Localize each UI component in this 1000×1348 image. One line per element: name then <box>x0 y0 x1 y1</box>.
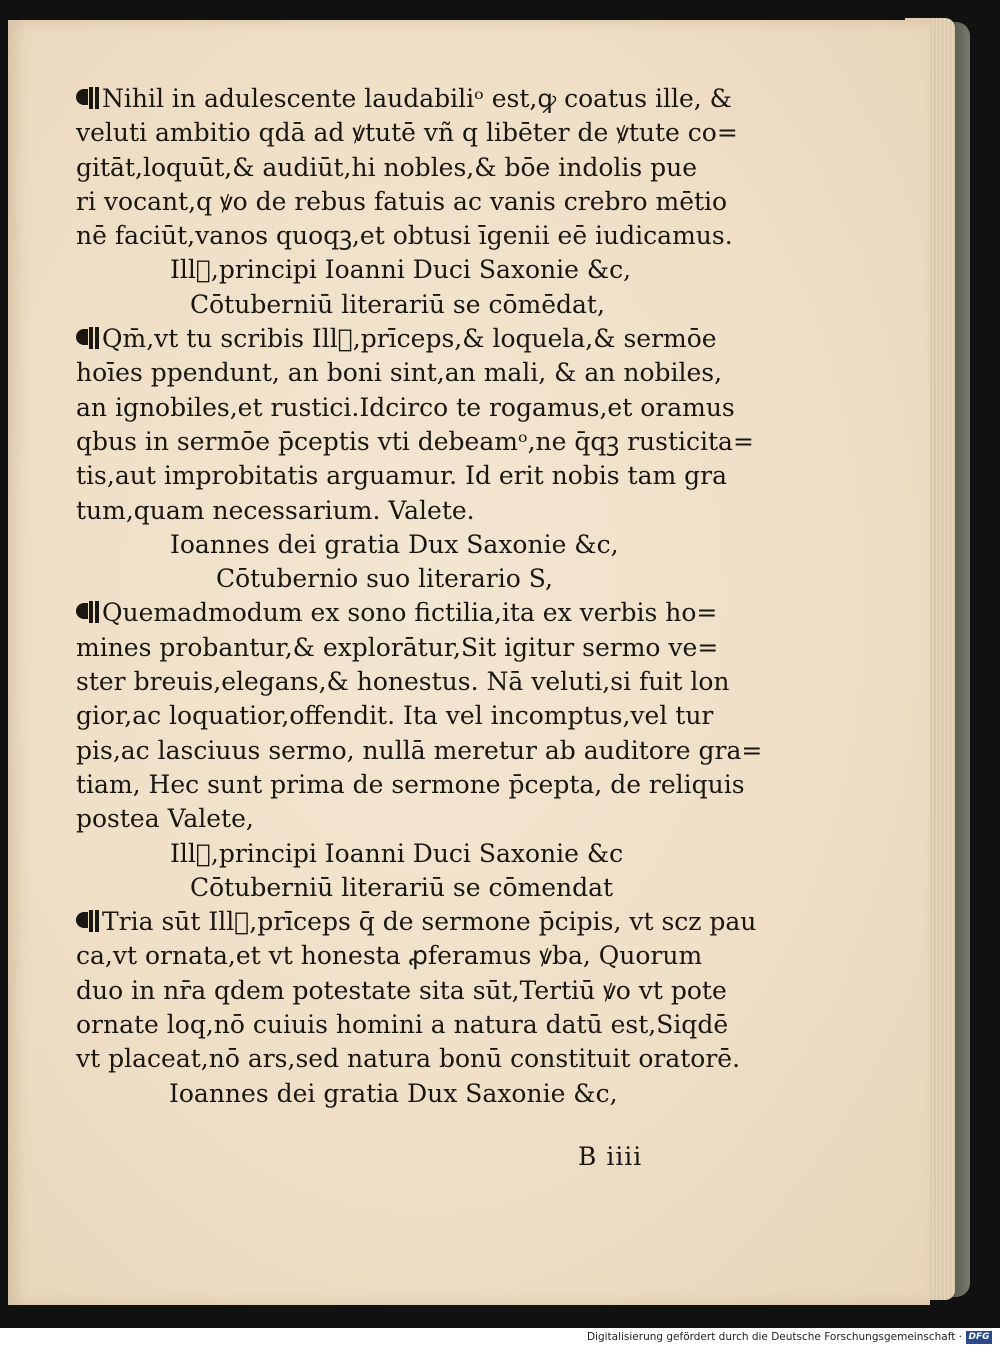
text-line <box>76 665 746 699</box>
text-line <box>76 185 746 219</box>
line-text: pis,ac lasciuus sermo, nullā meretur ab auditore gra= <box>76 735 763 765</box>
line-text: postea Valete, <box>76 804 254 834</box>
line-text: tiam, Hec sunt prima de sermone p̄cepta, de reliquis <box>76 769 745 799</box>
text-line <box>76 699 746 733</box>
line-text: veluti ambitio qdā ad ꝟtutē vñ q libēter de ꝟtute co= <box>76 118 738 148</box>
text-line <box>76 219 746 253</box>
text-line <box>76 1077 746 1111</box>
text-line <box>76 905 757 939</box>
text-line <box>76 562 746 596</box>
line-text: Illᷓ,principi Ioanni Duci Saxonie &c <box>170 838 624 868</box>
text-line <box>76 528 746 562</box>
line-text: ca,vt ornata,et vt honesta ꝓferamus ꝟba, Quorum <box>76 941 703 971</box>
line-text: vt placeat,nō ars,sed natura bonū constituit oratorē. <box>76 1044 741 1074</box>
line-text: mines probantur,& explorātur,Sit igitur sermo ve= <box>76 632 719 662</box>
pilcrow-icon <box>76 87 98 109</box>
line-text: ri vocant,q ꝟo de rebus fatuis ac vanis crebro mētio <box>76 186 728 216</box>
line-text: tum,quam necessarium. Valete. <box>76 495 475 525</box>
text-line <box>76 939 746 973</box>
book-page <box>8 20 930 1305</box>
line-text: Qm̄,vt tu scribis Illᷓ,prīceps,& loquela,& sermōe <box>102 324 717 354</box>
pilcrow-icon <box>76 910 98 932</box>
line-text: Cōtuberniū literariū se cōmendat <box>190 872 614 902</box>
pilcrow-icon <box>76 601 98 623</box>
text-line <box>76 631 746 665</box>
text-line <box>76 253 746 287</box>
line-text: ster breuis,elegans,& honestus. Nā veluti,si fuit lon <box>76 667 730 697</box>
text-line <box>76 151 746 185</box>
line-text: Ioannes dei gratia Dux Saxonie &c, <box>170 529 619 559</box>
text-line <box>76 116 746 150</box>
line-text: nē faciūt,vanos quoqꝫ,et obtusi īgenii eē iudicamus. <box>76 221 733 251</box>
line-text: Nihil in adulescente laudabiliᵒ est,ꝙ coatus ille, & <box>102 84 732 113</box>
text-line <box>76 391 746 425</box>
text-line <box>76 459 746 493</box>
footer-credit: Digitalisierung gefördert durch die Deutsche Forschungsgemeinschaft · <box>586 1331 962 1343</box>
line-text: tis,aut improbitatis arguamur. Id erit nobis tam gra <box>76 461 728 491</box>
pilcrow-icon <box>76 327 98 349</box>
text-line <box>76 837 746 871</box>
text-line <box>76 734 763 768</box>
line-text: gior,ac loquatior,offendit. Ita vel incomptus,vel tur <box>76 701 714 731</box>
text-line <box>76 356 746 390</box>
line-text: Ioannes dei gratia Dux Saxonie &c, <box>169 1078 618 1108</box>
text-line <box>76 974 746 1008</box>
line-text: Cōtuberniū literariū se cōmēdat, <box>190 289 605 319</box>
line-text: an ignobiles,et rustici.Idcirco te rogamus,et oramus <box>76 392 735 422</box>
line-text: Tria sūt Illᷓ,prīceps q̄ de sermone p̄cipis, vt scz pau <box>102 907 757 937</box>
line-text: gitāt,loquūt,& audiūt,hi nobles,& bōe indolis pue <box>76 152 698 182</box>
text-line <box>76 322 746 356</box>
text-line <box>76 871 746 905</box>
text-line <box>76 425 754 459</box>
line-text: Cōtubernio suo literario S, <box>216 564 553 594</box>
line-text: Quemadmodum ex sono fictilia,ita ex verbis ho= <box>102 598 718 628</box>
page-text <box>76 82 763 1111</box>
line-text: duo in nr̄a qdem potestate sita sūt,Tertiū ꝟo vt pote <box>76 975 727 1005</box>
line-text: qbus in sermōe p̄ceptis vti debeamᵒ,ne q̄qꝫ rusticita= <box>76 426 754 456</box>
line-text: hoīes ppendunt, an boni sint,an mali, & an nobiles, <box>76 358 723 388</box>
line-text: ornate loq,nō cuiuis homini a natura datū est,Siqdē <box>76 1010 729 1040</box>
footer-bar <box>0 1328 1000 1348</box>
text-line <box>76 596 746 630</box>
line-text: Illᷓ,principi Ioanni Duci Saxonie &c, <box>170 255 632 285</box>
text-line <box>76 1008 746 1042</box>
text-line <box>76 1042 746 1076</box>
dfg-logo: DFG <box>966 1331 992 1344</box>
text-line <box>76 82 746 116</box>
signature-mark: B iiii <box>578 1142 643 1171</box>
text-line <box>76 768 746 802</box>
text-line <box>76 494 746 528</box>
text-line <box>76 802 746 836</box>
text-line <box>76 288 746 322</box>
